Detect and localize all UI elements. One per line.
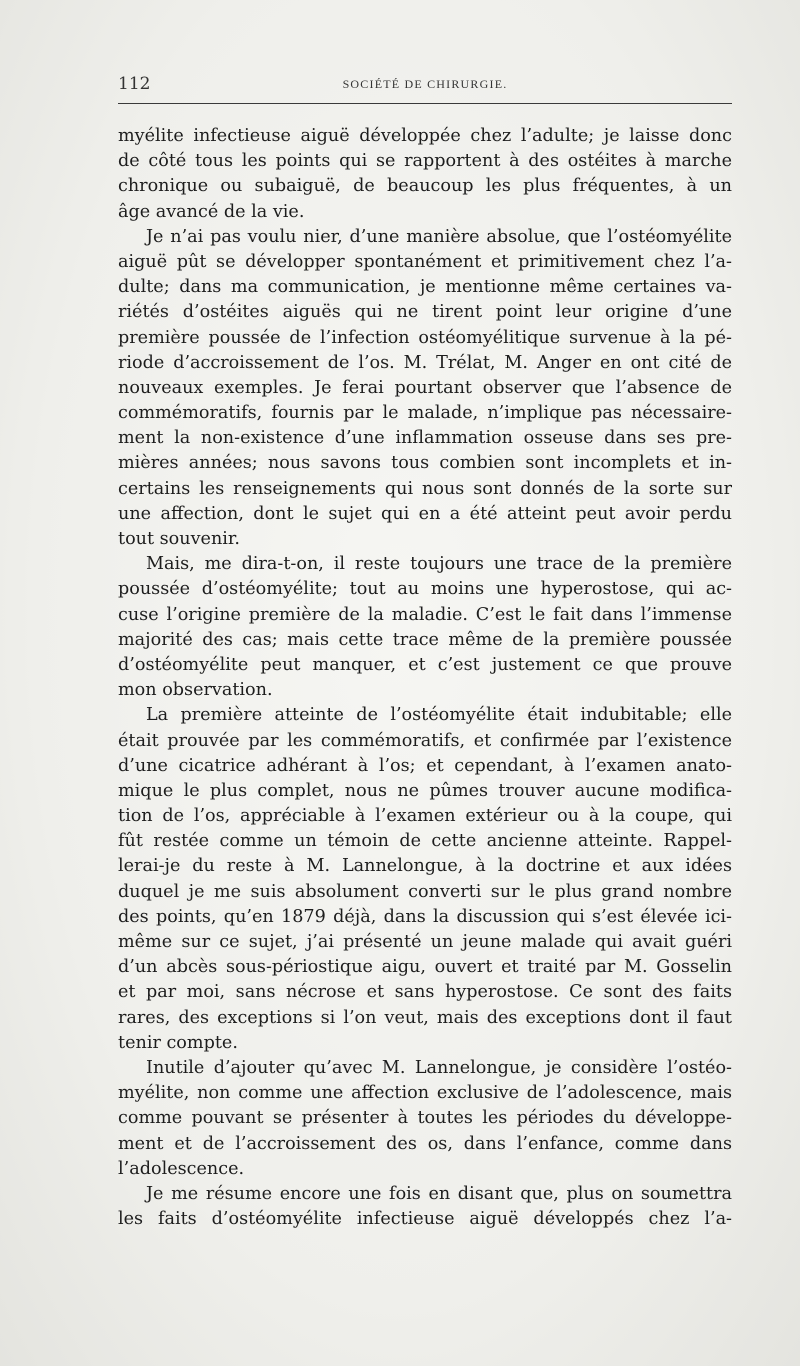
text-line: certains les renseignements qui nous sont donnés de la sorte sur	[118, 478, 732, 499]
body-text	[118, 124, 732, 1232]
text-line: myélite, non comme une affection exclusive de l’adolescence, mais	[118, 1083, 732, 1104]
text-line: des points, qu’en 1879 déjà, dans la discussion qui s’est élevée ici-	[118, 906, 732, 927]
text-line: Je n’ai pas voulu nier, d’une manière absolue, que l’ostéomyélite	[146, 226, 732, 247]
text-line: d’ostéomyélite peut manquer, et c’est justement ce que prouve	[118, 654, 732, 675]
text-line: Inutile d’ajouter qu’avec M. Lannelongue, je considère l’ostéo-	[146, 1057, 732, 1078]
text-line: tion de l’os, appréciable à l’examen extérieur ou à la coupe, qui	[118, 806, 732, 827]
text-line: ment la non-existence d’une inflammation osseuse dans ses pre-	[118, 428, 732, 449]
text-line: mières années; nous savons tous combien sont incomplets et in-	[118, 453, 732, 474]
text-line: majorité des cas; mais cette trace même de la première poussée	[118, 629, 732, 650]
text-line: était prouvée par les commémoratifs, et confirmée par l’existence	[118, 730, 732, 751]
text-line: duquel je me suis absolument converti sur le plus grand nombre	[118, 881, 732, 902]
text-line: d’une cicatrice adhérant à l’os; et cependant, à l’examen anato-	[118, 755, 732, 776]
text-line: Mais, me dira-t-on, il reste toujours une trace de la première	[146, 554, 732, 575]
text-line: ment et de l’accroissement des os, dans l’enfance, comme dans	[118, 1133, 732, 1154]
text-line: tout souvenir.	[118, 529, 240, 549]
text-line: aiguë pût se développer spontanément et primitivement chez l’a-	[118, 251, 732, 272]
text-line: poussée d’ostéomyélite; tout au moins une hyperostose, qui ac-	[118, 579, 732, 600]
text-line: myélite infectieuse aiguë développée chez l’adulte; je laisse donc	[118, 126, 732, 146]
text-line: mon observation.	[118, 680, 273, 701]
text-line: fût restée comme un témoin de cette ancienne atteinte. Rappel-	[118, 831, 732, 852]
running-title: SOCIÉTÉ DE CHIRURGIE.	[342, 77, 508, 91]
text-line: comme pouvant se présenter à toutes les périodes du développe-	[118, 1108, 732, 1129]
text-line: lerai-je du reste à M. Lannelongue, à la doctrine et aux idées	[118, 856, 732, 877]
text-line: une affection, dont le sujet qui en a été atteint peut avoir perdu	[118, 503, 732, 524]
text-line: dulte; dans ma communication, je mentionne même certaines va-	[118, 277, 732, 298]
page-number: 112	[118, 74, 151, 94]
text-line: première poussée de l’infection ostéomyélitique survenue à la pé-	[118, 327, 732, 348]
text-line: cuse l’origine première de la maladie. C’est le fait dans l’immense	[118, 604, 732, 625]
text-line: Je me résume encore une fois en disant que, plus on soumettra	[146, 1183, 732, 1204]
text-line: même sur ce sujet, j’ai présenté un jeune malade qui avait guéri	[118, 932, 732, 952]
text-line: La première atteinte de l’ostéomyélite était indubitable; elle	[146, 705, 732, 726]
text-line: tenir compte.	[118, 1032, 238, 1053]
text-line: chronique ou subaiguë, de beaucoup les plus fréquentes, à un	[118, 176, 732, 197]
text-line: nouveaux exemples. Je ferai pourtant observer que l’absence de	[118, 377, 732, 398]
text-line: et par moi, sans nécrose et sans hyperostose. Ce sont des faits	[118, 982, 732, 1003]
text-line: de côté tous les points qui se rapportent à des ostéites à marche	[118, 151, 732, 172]
page-header	[118, 74, 732, 96]
header-rule	[118, 103, 732, 104]
text-line: commémoratifs, fournis par le malade, n’implique pas nécessaire-	[118, 403, 732, 424]
text-line: riétés d’ostéites aiguës qui ne tirent point leur origine d’une	[118, 302, 732, 323]
text-line: âge avancé de la vie.	[118, 201, 305, 222]
text-line: riode d’accroissement de l’os. M. Trélat, M. Anger en ont cité de	[118, 352, 732, 373]
text-line: les faits d’ostéomyélite infectieuse aiguë développés chez l’a-	[118, 1209, 732, 1230]
text-line: mique le plus complet, nous ne pûmes trouver aucune modifica-	[118, 780, 732, 801]
text-line: rares, des exceptions si l’on veut, mais des exceptions dont il faut	[118, 1007, 732, 1028]
text-line: d’un abcès sous-périostique aigu, ouvert et traité par M. Gosselin	[118, 957, 732, 978]
text-line: l’adolescence.	[118, 1158, 245, 1179]
